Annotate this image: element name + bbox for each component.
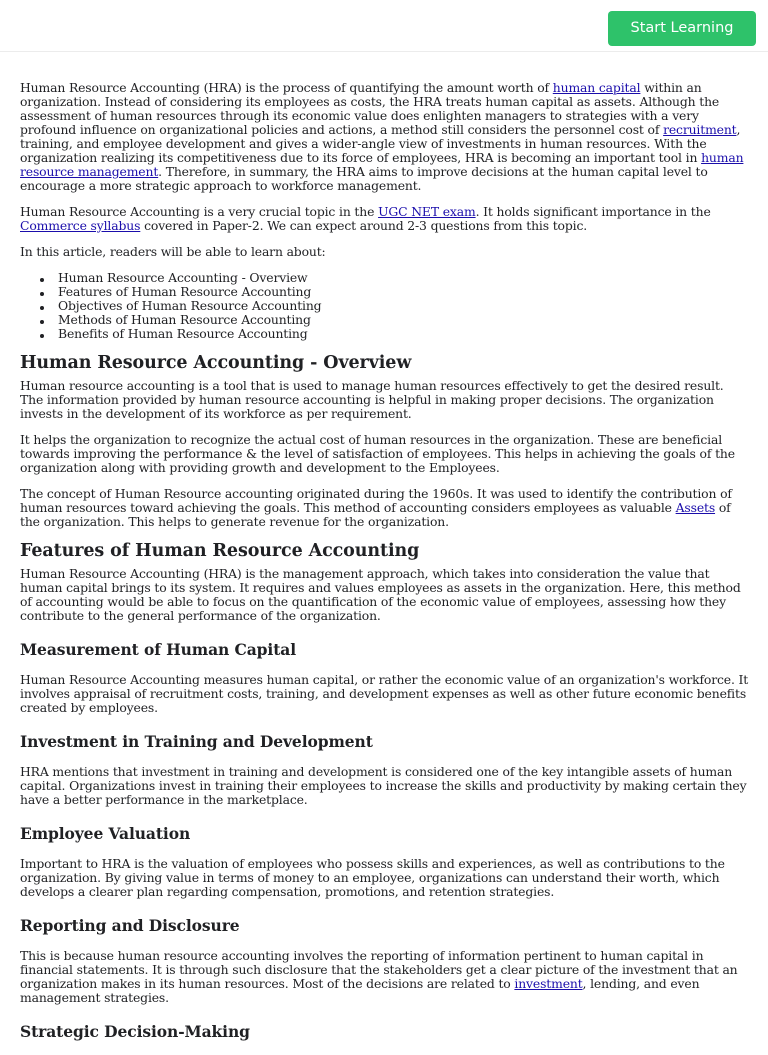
- list-item: [58, 299, 750, 313]
- list-item-text: Methods of Human Resource Accounting: [58, 312, 311, 327]
- measurement-paragraph: Human Resource Accounting measures human capital, or rather the economic value of an organization's workforce. It involves appraisal of recruitment costs, training, and development expenses as well as other future economic benefits created by employees.: [20, 672, 749, 715]
- list-item: [58, 285, 750, 299]
- bullet-icon: [40, 292, 44, 296]
- link-recruitment[interactable]: recruitment: [663, 122, 737, 137]
- reporting-heading: Reporting and Disclosure: [20, 916, 240, 935]
- text-span: This is because human resource accounting involves the reporting of information pertinent to human capital in financial statements. It is through such disclosure that the stakeholders get a clear picture of the investment that an organization makes in its human resources. Most of the decisions are related to: [20, 948, 738, 991]
- text-span: Human Resource Accounting is a very crucial topic in the: [20, 204, 379, 219]
- overview-paragraph-1: Human resource accounting is a tool that is used to manage human resources effectively to get the desired result. The information provided by human resource accounting is helpful in making proper decisions. The organization invests in the development of its workforce as per requirement.: [20, 378, 724, 421]
- investment-training-heading: Investment in Training and Development: [20, 732, 373, 751]
- text-span: , training, and employee development and gives a wider-angle view of investments in human resources. With the organization realizing its competitiveness due to its force of employees, HRA is becoming an important tool in: [20, 122, 741, 165]
- employee-valuation-paragraph: Important to HRA is the valuation of employees who possess skills and experiences, as well as contributions to the organization. By giving value in terms of money to an employee, organizations can understand their worth, which develops a clearer plan regarding compensation, promotions, and retention strategies.: [20, 856, 725, 899]
- intro-paragraph-2: [20, 205, 750, 233]
- link-ugc-net-exam[interactable]: UGC NET exam: [378, 204, 476, 219]
- bullet-icon: [40, 320, 44, 324]
- text-span: Human Resource Accounting (HRA) is the process of quantifying the amount worth of: [20, 80, 553, 95]
- top-bar: [0, 0, 768, 52]
- intro-paragraph-1: [20, 81, 750, 193]
- link-commerce-syllabus[interactable]: Commerce syllabus: [20, 218, 141, 233]
- overview-paragraph-3: [20, 487, 750, 529]
- article-content: [20, 81, 750, 1055]
- measurement-heading: Measurement of Human Capital: [20, 640, 296, 659]
- features-paragraph: Human Resource Accounting (HRA) is the management approach, which takes into consideration the value that human capital brings to its system. It requires and values employees as assets in the organization. Here, this method of accounting would be able to focus on the quantification of the economic value of employees, assessing how they contribute to the general performance of the organization.: [20, 566, 741, 623]
- strategic-decision-heading: Strategic Decision-Making: [20, 1022, 250, 1041]
- link-investment[interactable]: investment: [514, 976, 583, 991]
- investment-training-paragraph: HRA mentions that investment in training and development is considered one of the key intangible assets of human capital. Organizations invest in training their employees to increase the skills and productivity by making certain they have a better performance in the marketplace.: [20, 764, 747, 807]
- overview-heading: Human Resource Accounting - Overview: [20, 353, 412, 373]
- list-item-text: Objectives of Human Resource Accounting: [58, 298, 322, 313]
- intro-paragraph-3: In this article, readers will be able to learn about:: [20, 244, 326, 259]
- bullet-icon: [40, 334, 44, 338]
- start-learning-button[interactable]: Start Learning: [608, 11, 756, 46]
- link-human-capital[interactable]: human capital: [552, 80, 641, 95]
- list-item: [58, 327, 750, 341]
- text-span: within an organization. Instead of considering its employees as costs, the HRA treats human capital as assets. Although the assessment of human resources through its economic value does enlighten managers to strategies with a very profound influence on organizational policies and actions, a method still considers the personnel cost of: [20, 80, 720, 137]
- table-of-contents: [20, 271, 750, 341]
- list-item: [58, 271, 750, 285]
- text-span: The concept of Human Resource accounting originated during the 1960s. It was used to identify the contribution of human resources toward achieving the goals. This method of accounting considers employees as valuable: [20, 486, 732, 515]
- employee-valuation-heading: Employee Valuation: [20, 824, 191, 843]
- list-item-text: Benefits of Human Resource Accounting: [58, 326, 308, 341]
- text-span: covered in Paper-2. We can expect around 2-3 questions from this topic.: [140, 218, 588, 233]
- text-span: of the organization. This helps to generate revenue for the organization.: [20, 500, 731, 529]
- list-item: [58, 313, 750, 327]
- link-assets[interactable]: Assets: [675, 500, 716, 515]
- list-item-text: Human Resource Accounting - Overview: [58, 270, 308, 285]
- features-heading: Features of Human Resource Accounting: [20, 541, 420, 561]
- text-span: . Therefore, in summary, the HRA aims to improve decisions at the human capital level to encourage a more strategic approach to workforce management.: [20, 164, 708, 193]
- text-span: , lending, and even management strategies.: [20, 976, 700, 1005]
- bullet-icon: [40, 278, 44, 282]
- reporting-paragraph: [20, 949, 750, 1005]
- list-item-text: Features of Human Resource Accounting: [58, 284, 312, 299]
- text-span: . It holds significant importance in the: [475, 204, 711, 219]
- overview-paragraph-2: It helps the organization to recognize the actual cost of human resources in the organization. These are beneficial towards improving the performance & the level of satisfaction of employees. This helps in achieving the goals of the organization along with providing growth and development to the Employees.: [20, 432, 735, 475]
- bullet-icon: [40, 306, 44, 310]
- link-human-resource-management[interactable]: human resource management: [20, 150, 744, 179]
